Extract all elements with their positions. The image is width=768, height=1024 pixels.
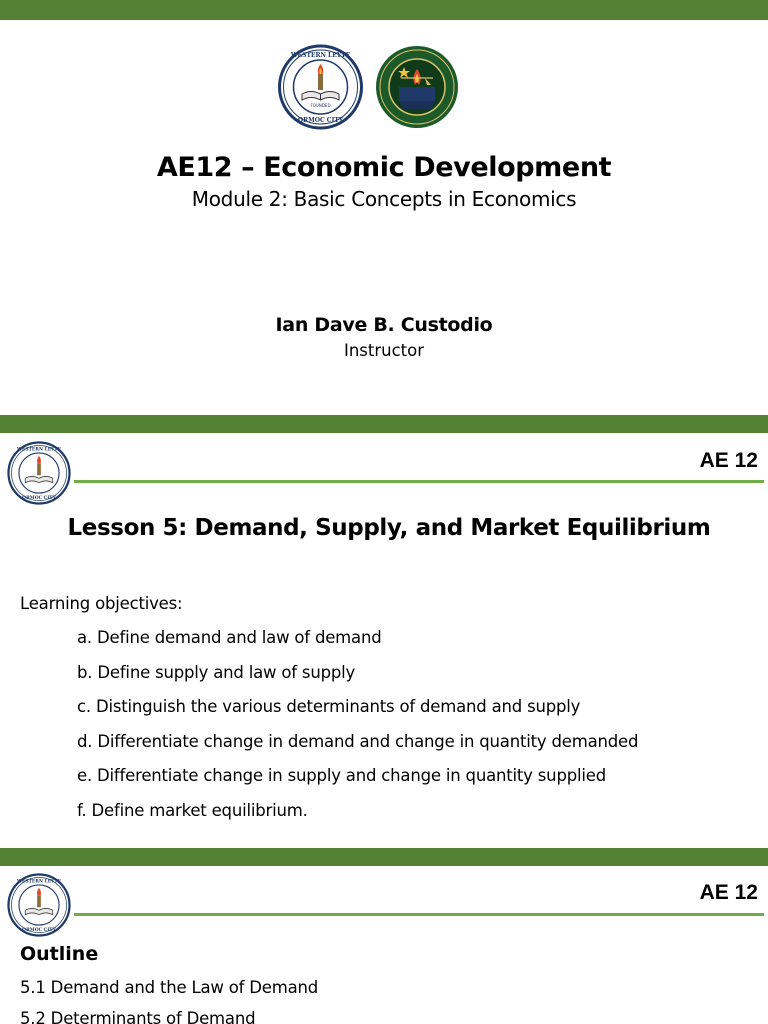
course-title: AE12 – Economic Development bbox=[156, 152, 612, 183]
western-leyte-college-seal bbox=[278, 44, 363, 130]
course-tag: AE 12 bbox=[699, 881, 758, 904]
list-item: e. Differentiate change in supply and change in quantity supplied bbox=[77, 766, 606, 786]
objectives-heading: Learning objectives: bbox=[20, 594, 183, 613]
list-item: b. Define supply and law of supply bbox=[77, 662, 356, 682]
slide-divider-band bbox=[0, 848, 768, 866]
outline-list bbox=[20, 977, 318, 1024]
lesson-title: Lesson 5: Demand, Supply, and Market Equilibrium bbox=[67, 515, 711, 541]
list-item: a. Define demand and law of demand bbox=[77, 628, 382, 647]
svg-text:WESTERN LEYTE: WESTERN LEYTE bbox=[16, 447, 62, 453]
list-item: 5.1 Demand and the Law of Demand bbox=[20, 978, 319, 997]
svg-text:FOUNDED: FOUNDED bbox=[310, 103, 331, 108]
svg-text:ORMOC CITY: ORMOC CITY bbox=[22, 928, 56, 934]
outline-heading: Outline bbox=[20, 943, 99, 965]
list-item: 5.2 Determinants of Demand bbox=[20, 1009, 256, 1024]
svg-text:WESTERN LEYTE: WESTERN LEYTE bbox=[16, 879, 62, 885]
header-rule bbox=[74, 480, 764, 483]
list-item: f. Define market equilibrium. bbox=[77, 800, 308, 820]
list-item: c. Distinguish the various determinants of demand and supply bbox=[77, 697, 581, 717]
list-item: d. Differentiate change in demand and change in quantity demanded bbox=[77, 731, 639, 751]
module-subtitle: Module 2: Basic Concepts in Economics bbox=[191, 187, 577, 211]
header-college-seal bbox=[7, 873, 71, 937]
instructor-name: Ian Dave B. Custodio bbox=[275, 314, 493, 336]
course-tag: AE 12 bbox=[699, 449, 758, 472]
objectives-list bbox=[77, 627, 638, 835]
svg-text:ORMOC CITY: ORMOC CITY bbox=[22, 496, 56, 502]
logo-row bbox=[0, 44, 768, 130]
header-rule bbox=[74, 913, 764, 916]
top-green-band bbox=[0, 0, 768, 20]
header-college-seal bbox=[7, 441, 71, 505]
svg-text:ORMOC CITY: ORMOC CITY bbox=[297, 117, 344, 124]
slide-divider-band bbox=[0, 415, 768, 433]
instructor-role: Instructor bbox=[343, 341, 425, 360]
college-of-accountancy-seal bbox=[375, 45, 459, 129]
svg-text:WESTERN LEYTE: WESTERN LEYTE bbox=[290, 52, 351, 59]
